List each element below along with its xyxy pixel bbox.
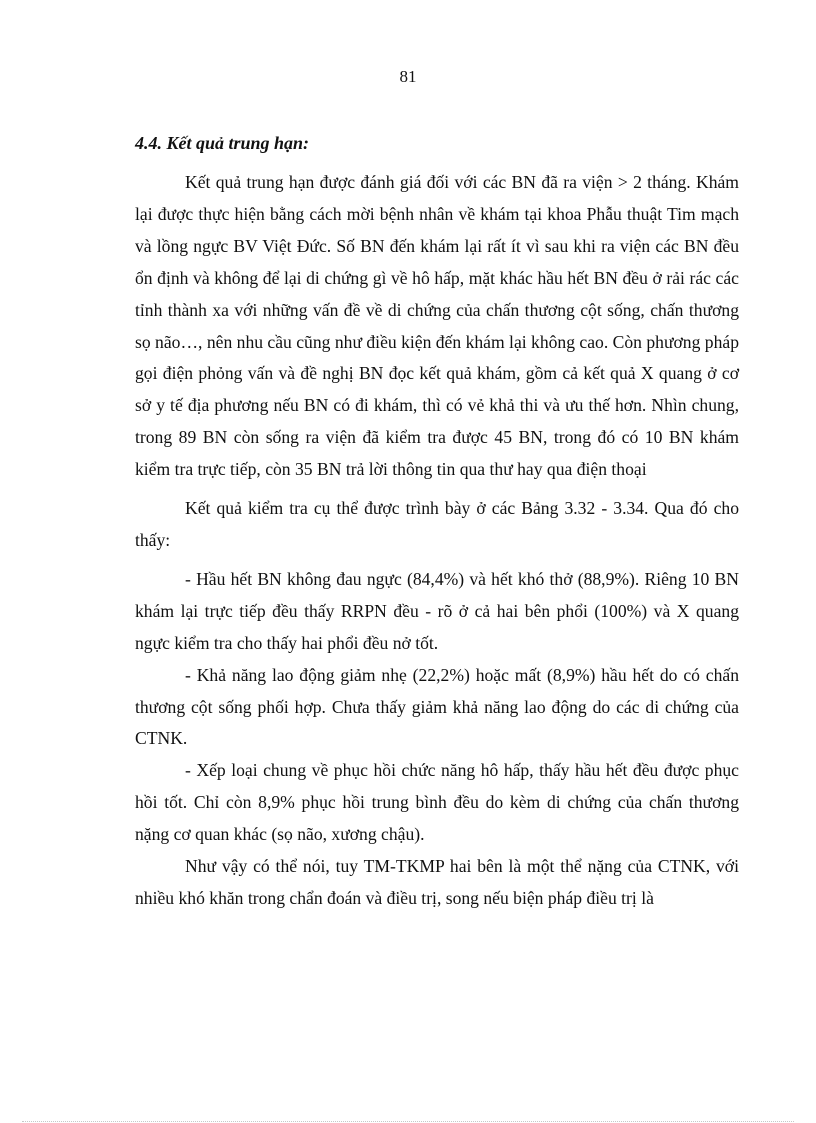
paragraph-respiratory-recovery: - Xếp loại chung về phục hồi chức năng hô hấp, thấy hầu hết đều được phục hồi tốt. Chỉ còn 8,9% phục hồi trung bình đều do kèm di chứng của chấn thương nặng cơ quan khác (sọ não, xương chậu). xyxy=(135,760,739,845)
paragraph-conclusion: Như vậy có thể nói, tuy TM-TKMP hai bên là một thể nặng của CTNK, với nhiều khó khăn trong chẩn đoán và điều trị, song nếu biện pháp điều trị là xyxy=(135,856,739,908)
paragraph-chest-pain-dyspnea: - Hầu hết BN không đau ngực (84,4%) và hết khó thở (88,9%). Riêng 10 BN khám lại trực tiếp đều thấy RRPN đều - rõ ở cả hai bên phổi (100%) và X quang ngực kiểm tra cho thấy hai phổi đều nở tốt. xyxy=(135,568,739,653)
page-bottom-divider xyxy=(22,1121,794,1122)
page-number: 81 xyxy=(399,67,417,86)
paragraph-results-summary: Kết quả kiểm tra cụ thể được trình bày ở các Bảng 3.32 - 3.34. Qua đó cho thấy: xyxy=(135,498,739,550)
paragraph-work-capacity: - Khả năng lao động giảm nhẹ (22,2%) hoặc mất (8,9%) hầu hết do có chấn thương cột sống phối hợp. Chưa thấy giảm khả năng lao động do các di chứng của CTNK. xyxy=(135,664,739,749)
section-heading: 4.4. Kết quả trung hạn: xyxy=(135,133,310,153)
paragraph-midterm-results: Kết quả trung hạn được đánh giá đối với các BN đã ra viện > 2 tháng. Khám lại được thực hiện bằng cách mời bệnh nhân về khám tại khoa Phẫu thuật Tim mạch và lồng ngực BV Việt Đức. Số BN đến khám lại rất ít vì sau khi ra viện các BN đều ổn định và không để lại di chứng gì về hô hấp, mặt khác hầu hết BN đều ở rải rác các tỉnh thành xa với những vấn đề về di chứng của chấn thương cột sống, chấn thương sọ não…, nên nhu cầu cũng như điều kiện đến khám lại không cao. Còn phương pháp gọi điện phỏng vấn và đề nghị BN đọc kết quả khám, gồm cả kết quả X quang ở cơ sở y tế địa phương nếu BN có đi khám, thì có vẻ khả thi và ưu thế hơn. Nhìn chung, trong 89 BN còn sống ra viện đã kiểm tra được 45 BN, trong đó có 10 BN khám kiểm tra trực tiếp, còn 35 BN trả lời thông tin qua thư hay qua điện thoại xyxy=(135,172,739,480)
document-body xyxy=(135,130,739,915)
